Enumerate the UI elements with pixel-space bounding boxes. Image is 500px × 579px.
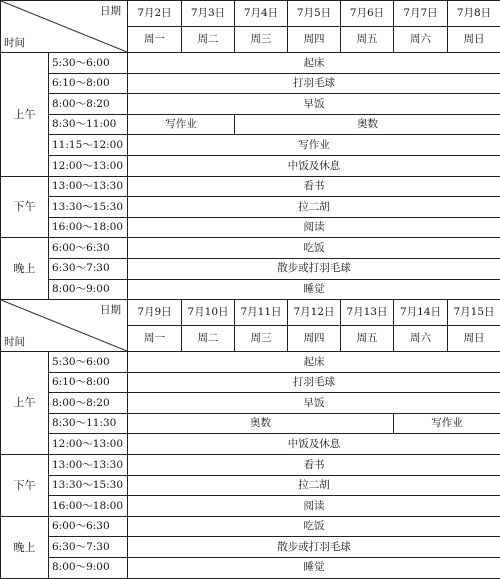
activity-row — [1, 73, 500, 94]
weekday-header-cell: 周三 — [235, 27, 288, 53]
activity-cell: 写作业 — [128, 114, 235, 135]
weekday-header-cell: 周三 — [235, 326, 288, 352]
activity-row — [1, 197, 500, 218]
activity-cell: 吃饭 — [128, 238, 500, 259]
activity-cell: 吃饭 — [128, 516, 500, 537]
activity-cell: 早饭 — [128, 393, 500, 414]
activity-row — [1, 217, 500, 238]
weekday-header-cell: 周五 — [341, 326, 394, 352]
activity-cell: 阅读 — [128, 217, 500, 238]
weekday-header-cell: 周四 — [288, 27, 341, 53]
weekday-header-cell: 周五 — [341, 27, 394, 53]
weekday-header-cell: 周一 — [128, 326, 182, 352]
activity-row — [1, 372, 500, 393]
activity-cell: 散步或打羽毛球 — [128, 258, 500, 279]
activity-row — [1, 454, 500, 475]
date-header-cell: 7月4日 — [235, 1, 288, 27]
activity-cell: 看书 — [128, 454, 500, 475]
time-slot-cell: 6:00～6:30 — [49, 238, 128, 259]
activity-row — [1, 53, 500, 74]
time-slot-cell: 16:00～18:00 — [49, 217, 128, 238]
time-slot-cell: 8:30～11:00 — [49, 114, 128, 135]
time-slot-cell: 12:00～13:00 — [49, 155, 128, 176]
time-slot-cell: 6:10～8:00 — [49, 372, 128, 393]
date-header-cell: 7月13日 — [341, 300, 394, 326]
corner-header-cell — [1, 300, 128, 352]
activity-cell: 早饭 — [128, 94, 500, 115]
time-slot-cell: 13:00～13:30 — [49, 176, 128, 197]
activity-row — [1, 434, 500, 455]
weekday-header-cell: 周六 — [394, 27, 448, 53]
activity-cell: 奥数 — [128, 413, 394, 434]
time-slot-cell: 6:10～8:00 — [49, 73, 128, 94]
date-header-cell: 7月11日 — [235, 300, 288, 326]
date-header-cell: 7月15日 — [448, 300, 500, 326]
corner-date-label: 日期 — [100, 6, 121, 17]
time-slot-cell: 6:30～7:30 — [49, 537, 128, 558]
activity-cell: 看书 — [128, 176, 500, 197]
weekday-header-cell: 周四 — [288, 326, 341, 352]
period-label-cell: 上午 — [1, 352, 49, 455]
activity-row — [1, 496, 500, 517]
time-slot-cell: 6:00～6:30 — [49, 516, 128, 537]
time-slot-cell: 8:00～9:00 — [49, 279, 128, 300]
activity-row — [1, 557, 500, 578]
activity-cell: 打羽毛球 — [128, 372, 500, 393]
activity-cell: 拉二胡 — [128, 197, 500, 218]
weekday-header-cell: 周一 — [128, 27, 182, 53]
date-header-cell: 7月7日 — [394, 1, 448, 27]
date-header-cell: 7月8日 — [448, 1, 500, 27]
activity-row — [1, 413, 500, 434]
activity-cell: 写作业 — [394, 413, 500, 434]
header-dates-row — [1, 300, 500, 326]
activity-row — [1, 135, 500, 156]
time-slot-cell: 12:00～13:00 — [49, 434, 128, 455]
activity-cell: 中饭及休息 — [128, 155, 500, 176]
corner-header-cell — [1, 1, 128, 53]
weekday-header-cell: 周二 — [182, 326, 235, 352]
time-slot-cell: 11:15～12:00 — [49, 135, 128, 156]
period-label-cell: 上午 — [1, 53, 49, 177]
time-slot-cell: 5:30～6:00 — [49, 352, 128, 373]
corner-date-label: 日期 — [100, 305, 121, 316]
time-slot-cell: 8:30～11:30 — [49, 413, 128, 434]
time-slot-cell: 5:30～6:00 — [49, 53, 128, 74]
date-header-cell: 7月3日 — [182, 1, 235, 27]
corner-time-label: 时间 — [4, 38, 25, 49]
activity-row — [1, 114, 500, 135]
time-slot-cell: 16:00～18:00 — [49, 496, 128, 517]
date-header-cell: 7月14日 — [394, 300, 448, 326]
activity-cell: 散步或打羽毛球 — [128, 537, 500, 558]
time-slot-cell: 13:30～15:30 — [49, 197, 128, 218]
period-label-cell: 下午 — [1, 454, 49, 516]
activity-row — [1, 516, 500, 537]
time-slot-cell: 8:00～8:20 — [49, 393, 128, 414]
date-header-cell: 7月6日 — [341, 1, 394, 27]
period-label-cell: 下午 — [1, 176, 49, 238]
activity-cell: 起床 — [128, 352, 500, 373]
activity-cell: 睡觉 — [128, 279, 500, 300]
activity-cell: 中饭及休息 — [128, 434, 500, 455]
activity-cell: 拉二胡 — [128, 475, 500, 496]
time-slot-cell: 13:00～13:30 — [49, 454, 128, 475]
period-label-cell: 晚上 — [1, 238, 49, 300]
activity-cell: 阅读 — [128, 496, 500, 517]
activity-row — [1, 238, 500, 259]
weekday-header-cell: 周日 — [448, 326, 500, 352]
schedule-table-week-2 — [0, 299, 500, 579]
date-header-cell: 7月9日 — [128, 300, 182, 326]
weekday-header-cell: 周二 — [182, 27, 235, 53]
period-label-cell: 晚上 — [1, 516, 49, 578]
time-slot-cell: 13:30～15:30 — [49, 475, 128, 496]
activity-cell: 打羽毛球 — [128, 73, 500, 94]
activity-row — [1, 393, 500, 414]
activity-row — [1, 537, 500, 558]
date-header-cell: 7月12日 — [288, 300, 341, 326]
time-slot-cell: 8:00～9:00 — [49, 557, 128, 578]
activity-row — [1, 155, 500, 176]
weekday-header-cell: 周日 — [448, 27, 500, 53]
activity-cell: 起床 — [128, 53, 500, 74]
activity-row — [1, 475, 500, 496]
activity-row — [1, 258, 500, 279]
date-header-cell: 7月5日 — [288, 1, 341, 27]
activity-cell: 睡觉 — [128, 557, 500, 578]
date-header-cell: 7月2日 — [128, 1, 182, 27]
corner-time-label: 时间 — [4, 337, 25, 348]
time-slot-cell: 8:00～8:20 — [49, 94, 128, 115]
date-header-cell: 7月10日 — [182, 300, 235, 326]
activity-row — [1, 94, 500, 115]
activity-cell: 写作业 — [128, 135, 500, 156]
activity-row — [1, 176, 500, 197]
header-dates-row — [1, 1, 500, 27]
weekday-header-cell: 周六 — [394, 326, 448, 352]
activity-row — [1, 279, 500, 300]
activity-cell: 奥数 — [235, 114, 500, 135]
time-slot-cell: 6:30～7:30 — [49, 258, 128, 279]
activity-row — [1, 352, 500, 373]
